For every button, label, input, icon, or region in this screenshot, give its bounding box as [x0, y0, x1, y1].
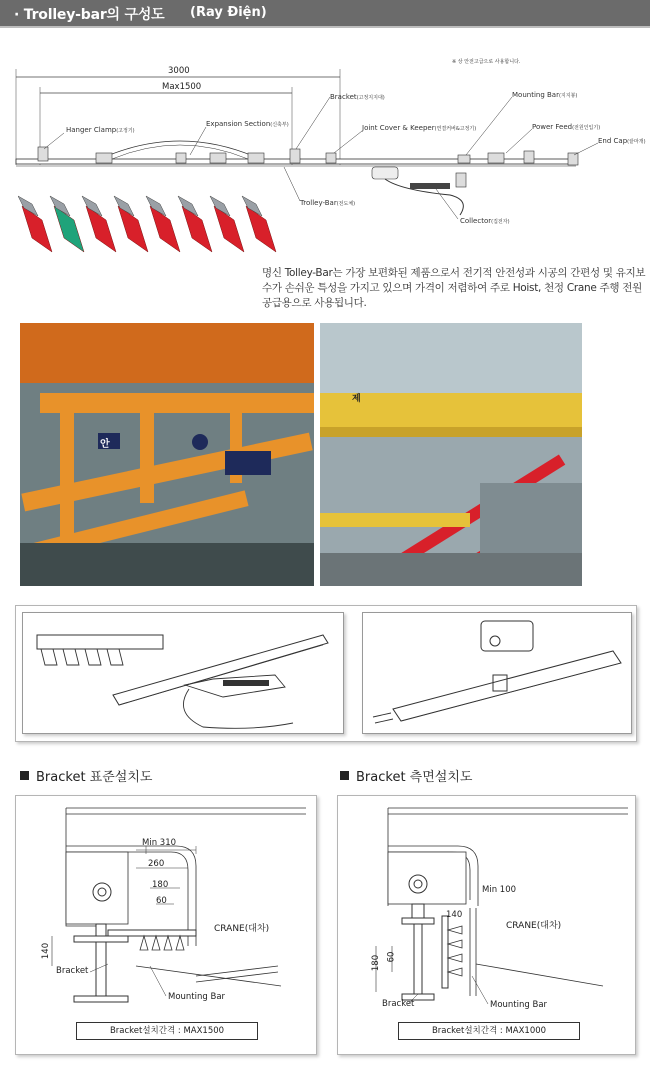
sketch-left [22, 612, 344, 734]
caption-standard: Bracket설치간격 : MAX1500 [76, 1022, 258, 1040]
label-mounting-bar: Mounting Bar [168, 992, 226, 1002]
label-mounting-bar: Mounting Bar [490, 1000, 548, 1010]
product-description: 명신 Tolley-Bar는 가장 보편화된 제품으로서 전기적 안전성과 시공의 간편성 및 유지보수가 손쉬운 특성을 가지고 있으며 가격이 저렴하여 주로 Hoist, 천정 Crane 주행 전원공급용으로 사용됩니다. [262, 267, 646, 309]
trolley-bar-sample [22, 206, 52, 252]
label-bracket: Bracket [382, 999, 415, 1009]
bullet-square-icon [20, 771, 29, 780]
label-expansion: Expansion Section(신축부) [206, 120, 289, 128]
dim-180: 180 [371, 954, 382, 972]
dim-max: Max1500 [162, 82, 202, 92]
label-trolley-bar: Trolley-Bar(전도체) [300, 199, 356, 207]
label-crane: CRANE(대차) [506, 921, 562, 931]
trolley-bar-sample [86, 206, 116, 252]
caption-side: Bracket설치간격 : MAX1000 [398, 1022, 580, 1040]
trolley-bar-sample [118, 206, 148, 252]
trolley-bar-sample [214, 206, 244, 252]
label-power-feed: Power Feed(전원인입기) [532, 123, 601, 131]
label-collector: Collector(집전자) [460, 217, 510, 225]
sign-text: 제 [352, 394, 361, 404]
dim-total: 3000 [168, 66, 190, 76]
trolley-bar-sample [54, 206, 84, 252]
label-bracket: Bracket [56, 966, 89, 976]
trolley-bar-sample [182, 206, 212, 252]
sketch-right [362, 612, 632, 734]
dim-min: Min 310 [142, 838, 177, 848]
label-end-cap: End Cap(끝마개) [598, 137, 646, 145]
bullet-square-icon [340, 771, 349, 780]
dim-180: 180 [152, 880, 169, 890]
photo-crane-right [320, 323, 582, 586]
dim-60: 60 [156, 896, 167, 906]
section-title-standard: Bracket 표준설치도 [20, 766, 152, 785]
page-title: · Trolley-bar의 구성도 [14, 7, 165, 23]
dim-140: 140 [446, 910, 463, 920]
dim-140: 140 [41, 942, 52, 960]
trolley-bar-sample [150, 206, 180, 252]
trolley-bar-samples [18, 192, 298, 264]
dim-260: 260 [148, 859, 165, 869]
label-crane: CRANE(대차) [214, 924, 270, 934]
dim-60: 60 [386, 951, 397, 963]
label-hanger-clamp: Hanger Clamp(고정기) [66, 126, 135, 134]
diagram-note: ※ 상 안전고급으로 사용합니다. [452, 59, 521, 65]
dim-min: Min 100 [482, 885, 517, 895]
label-joint: Joint Cover & Keeper(연결커버&고정기) [362, 124, 477, 132]
sign-text: 안 [100, 439, 110, 450]
trolley-bar-sample [246, 206, 276, 252]
drawing-standard [15, 795, 317, 1055]
label-bracket: Bracket(고정지지대) [330, 93, 385, 101]
page-subtitle: (Ray Điện) [190, 5, 267, 20]
drawing-side [337, 795, 636, 1055]
section-title-side: Bracket 측면설치도 [340, 766, 472, 785]
label-mounting: Mounting Bar(지지봉) [512, 91, 578, 99]
photo-crane-left [20, 323, 314, 586]
